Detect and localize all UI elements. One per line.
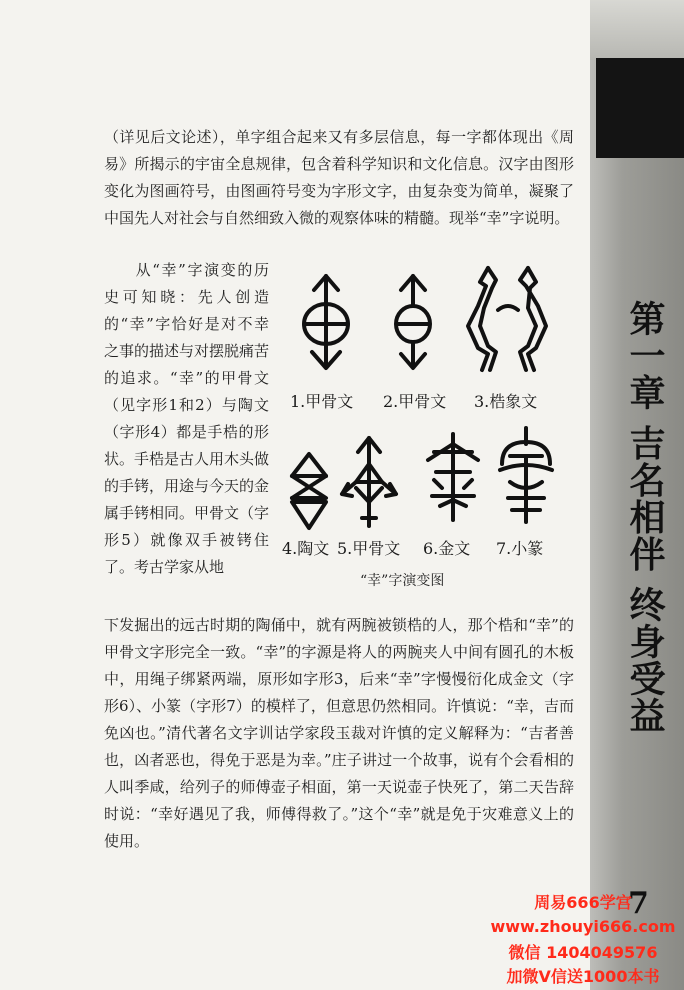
watermark-line-2: www.zhouyi666.com — [490, 917, 676, 936]
glyph-label-1: 1.甲骨文 — [290, 392, 354, 411]
glyph-6-bronze — [420, 430, 486, 526]
paragraph-2 — [104, 257, 269, 581]
glyph-label-3: 3.梏象文 — [474, 392, 538, 411]
glyph-label-2: 2.甲骨文 — [383, 392, 447, 411]
paragraph-1: （详见后文论述），单字组合起来又有多层信息，每一字都体现出《周易》所揭示的宇宙全息规律，包含着科学知识和文化信息。汉字由图形变化为图画符号，由图画符号变为字形文字，由复杂变为简单，凝聚了中国先人对社会与自然细致入微的观察体味的精髓。现举“幸”字说明。 — [104, 128, 574, 227]
glyph-label-4: 4.陶文 — [282, 539, 330, 558]
page-number: 7 — [628, 886, 649, 921]
side-band-top — [590, 0, 684, 60]
paragraph-2-text: 从“幸”字演变的历史可知晓：先人创造的“幸”字恰好是对不幸之事的描述与对摆脱痛苦的追求。“幸”的甲骨文（见字形1和2）与陶文（字形4）都是手梏的形状。手梏是古人用木头做的手铐，用途与今天的金属手铐相同。甲骨文（字形5）就像双手被铐住了。考古学家从地 — [104, 261, 270, 576]
glyph-2-oracle-bone — [385, 268, 441, 380]
glyph-3-fetter-image — [458, 262, 558, 380]
glyph-1-oracle-bone — [296, 268, 356, 380]
watermark-line-1: 周易666学宫 — [534, 893, 632, 912]
watermark-line-4: 加微V信送1000本书 — [506, 967, 660, 986]
glyph-4-pottery — [284, 446, 334, 536]
watermark-line-3: 微信 1404049576 — [508, 943, 658, 962]
glyph-7-small-seal — [492, 424, 560, 528]
chapter-marker-block — [596, 58, 684, 158]
glyph-label-5: 5.甲骨文 — [337, 539, 401, 558]
glyph-5-oracle-bone — [334, 434, 404, 534]
glyph-label-7: 7.小篆 — [496, 539, 544, 558]
paragraph-3: 下发掘出的远古时期的陶俑中，就有两腕被锁梏的人，那个梏和“幸”的甲骨文字形完全一致。“幸”的字源是将人的两腕夹人中间有圆孔的木板中，用绳子绑紧两端，原形如字形3，后来“幸”字慢慢衍化成金文（字形6）、小篆（字形7）的模样了，但意思仍然相同。许慎说：“幸，吉而免凶也。”清代著名文字训诂学家段玉裁对许慎的定义解释为：“吉者善也，凶者恶也，得免于恶是为幸。”庄子讲过一个故事，说有个会看相的人叫季咸，给列子的师傅壶子相面，第一天说壶子快死了，第二天告辞时说：“幸好遇见了我，师傅得救了。”这个“幸”就是免于灾难意义上的使用。 — [104, 616, 574, 850]
figure-caption: “幸”字演变图 — [360, 573, 445, 589]
chapter-title: 第一章 吉名相伴 终身受益 — [624, 300, 666, 735]
glyph-label-6: 6.金文 — [423, 539, 471, 558]
